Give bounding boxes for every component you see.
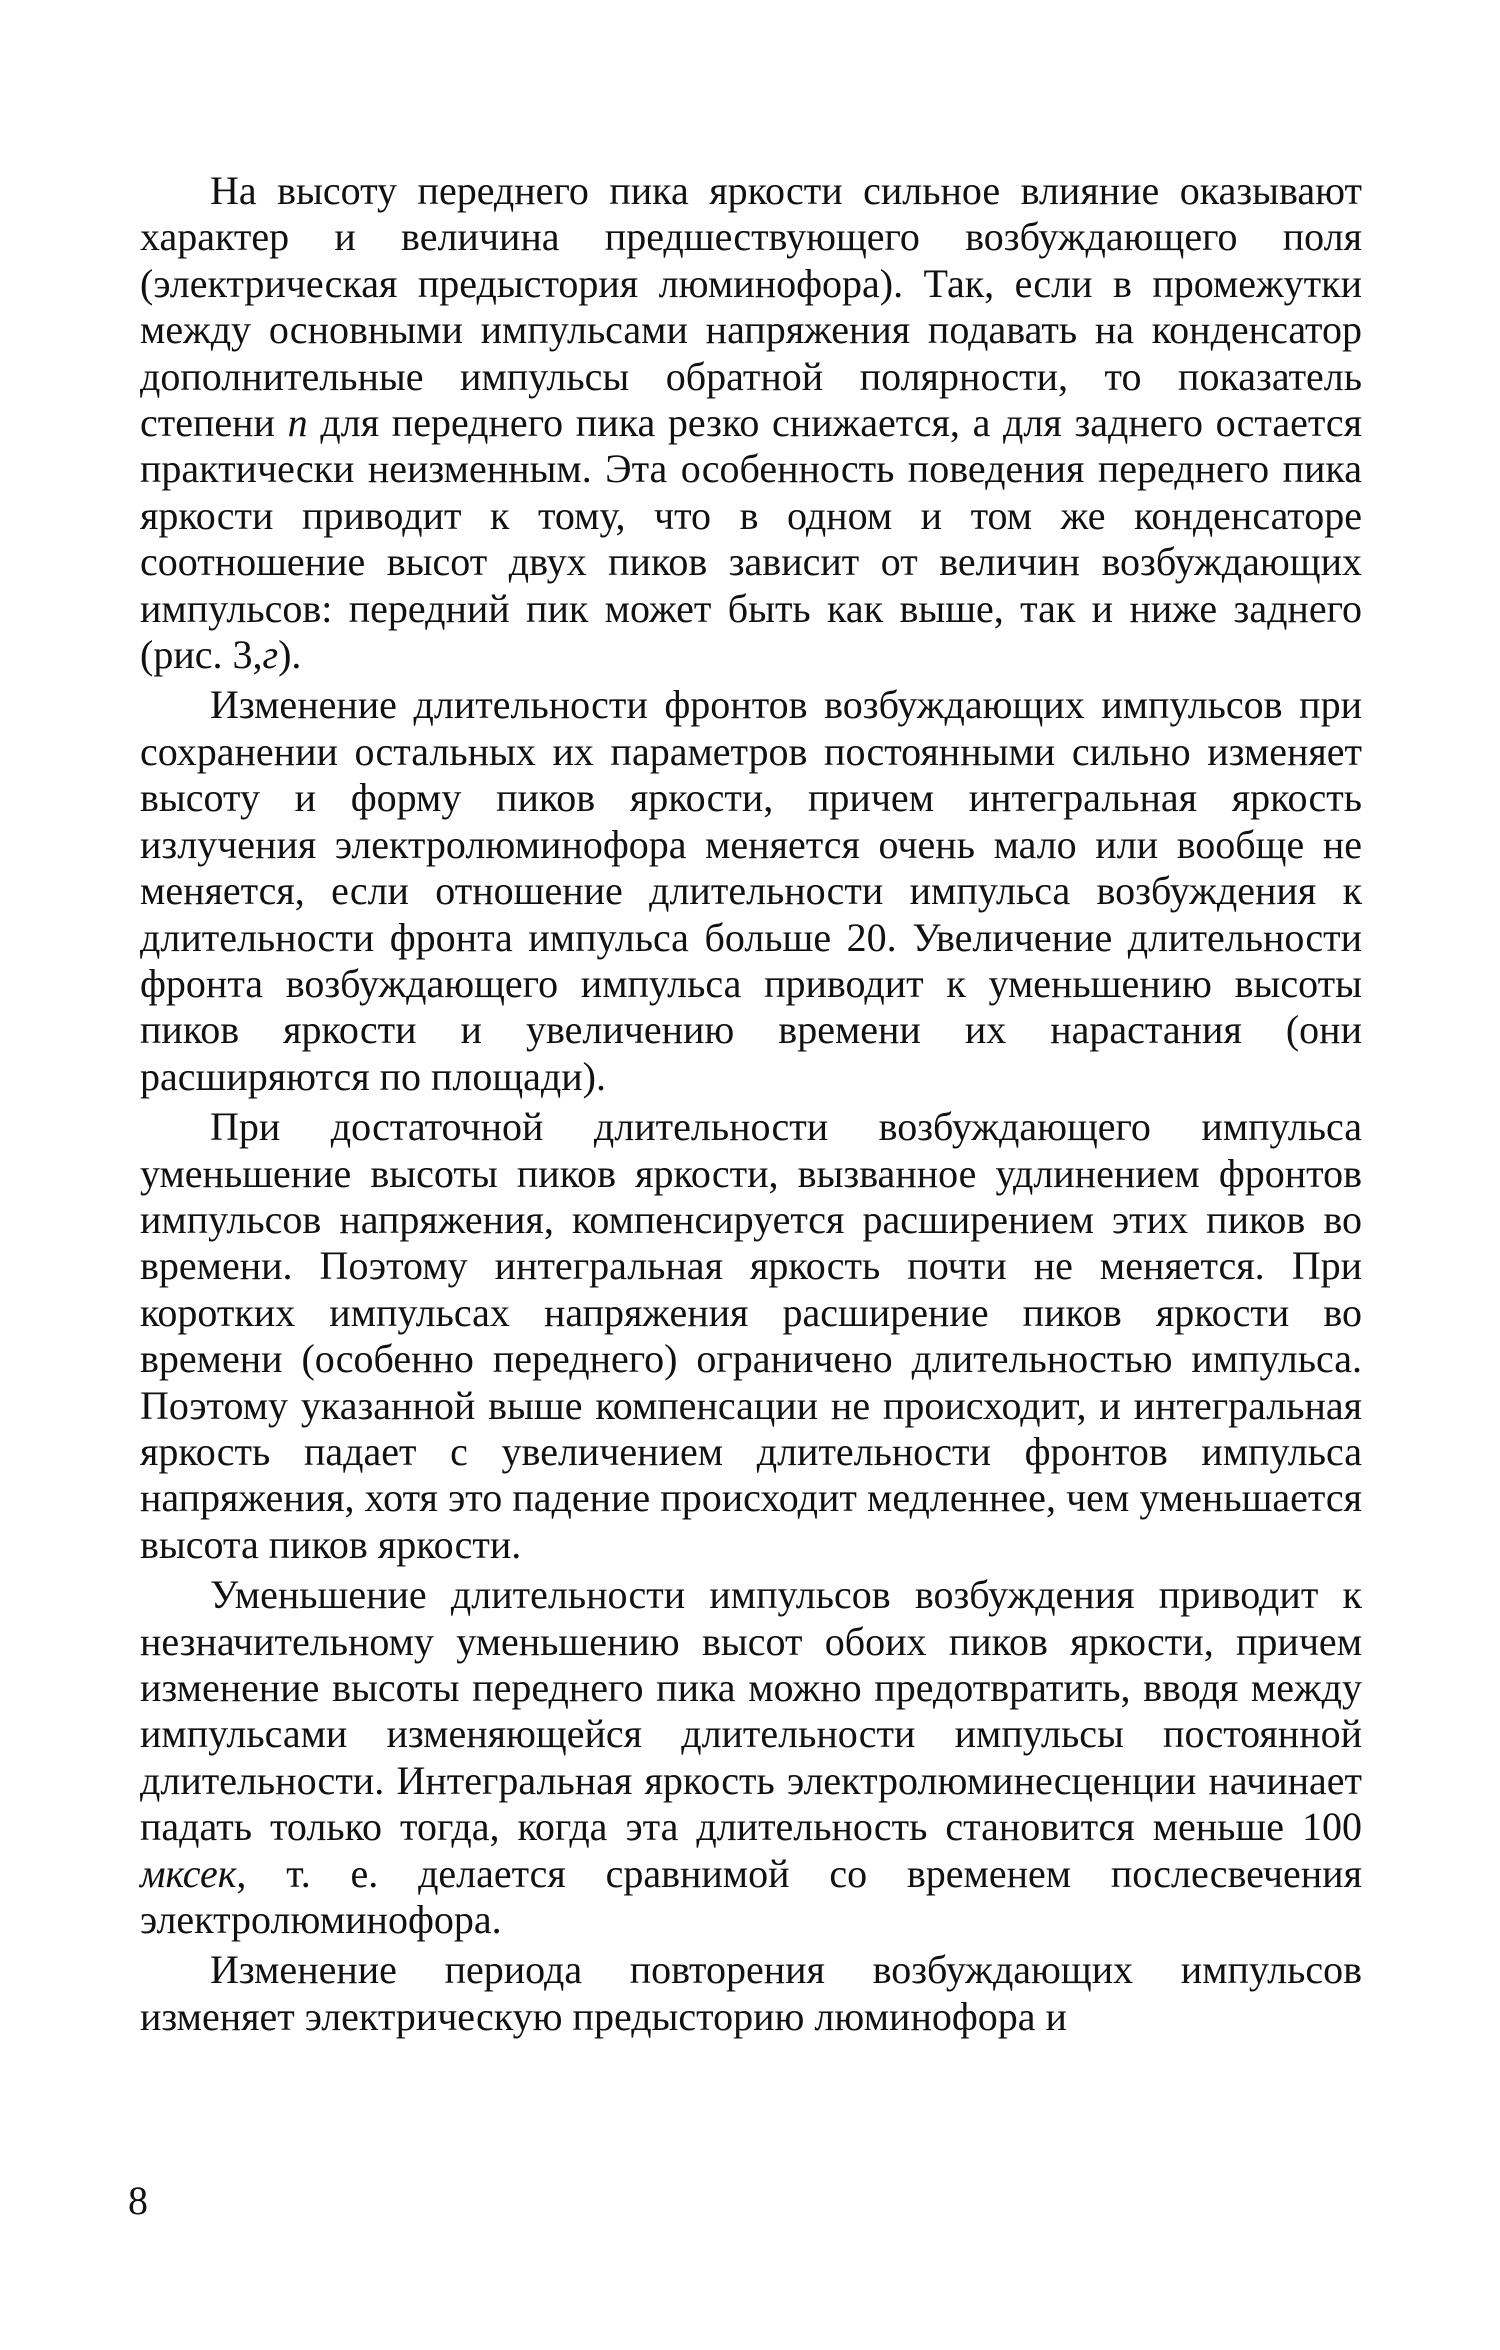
paragraph-2-text: Изменение длительности фронтов возбуждающих импульсов при сохранении остальных их параметров постоянными сильно изменяет высоту и форму пиков яркости, причем интегральная яркость излучения электролюминофора меняется очень мало или вообще не меняется, если отношение длительности импульса возбуждения к длительности фронта импульса больше 20. Увеличение длительности фронта возбуждающего импульса приводит к уменьшению высоты пиков яркости и увеличению времени их нарастания (они расширяются по площади).	[140, 682, 1362, 1099]
paragraph-1-figure-ref: г	[262, 632, 279, 678]
page-number: 8	[128, 2178, 148, 2223]
paragraph-3-text: При достаточной длительности возбуждающего импульса уменьшение высоты пиков яркости, вызванное удлинением фронтов импульсов напряжения, компенсируется расширением этих пиков во времени. Поэтому интегральная яркость почти не меняется. При коротких импульсах напряжения расширение пиков яркости во времени (особенно переднего) ограничено длительностью импульса. Поэтому указанной выше компенсации не происходит, и интегральная яркость падает с увеличением длительности фронтов импульса напряжения, хотя это падение происходит медленнее, чем уменьшается высота пиков яркости.	[140, 1104, 1362, 1567]
paragraph-2	[140, 682, 1362, 1100]
paragraph-1-text: На высоту переднего пика яркости сильное влияние оказывают характер и величина предшествующего возбуждающего поля (электрическая предыстория люминофора). Так, если в промежутки между основными импульсами напряжения подавать на конденсатор дополнительные импульсы обратной полярности, то показатель степени	[140, 168, 1362, 446]
paragraph-5-text: Изменение периода повторения возбуждающих импульсов изменяет электрическую предысторию люминофора и	[140, 1947, 1362, 2039]
paragraph-1	[140, 168, 1362, 678]
paragraph-1-variable: n	[287, 400, 308, 446]
paragraph-4	[140, 1572, 1362, 1943]
paragraph-4-unit: мксек	[140, 1850, 237, 1896]
paragraph-3	[140, 1104, 1362, 1568]
body-text	[140, 168, 1362, 2040]
paragraph-1-text-after: для переднего пика резко снижается, а для заднего остается практически неизменным. Эта особенность поведения переднего пика яркости приводит к тому, что в одном и том же конденсаторе соотношение высот двух пиков зависит от величин возбуждающих импульсов: передний пик может быть как выше, так и ниже заднего (рис. 3,	[140, 400, 1362, 678]
paragraph-5	[140, 1947, 1362, 2040]
paragraph-1-text-end: ).	[278, 632, 302, 678]
paragraph-4-text-after: , т. е. делается сравнимой со временем послесвечения электролюминофора.	[140, 1850, 1362, 1943]
paragraph-4-text: Уменьшение длительности импульсов возбуждения приводит к незначительному уменьшению высот обоих пиков яркости, причем изменение высоты переднего пика можно предотвратить, вводя между импульсами изменяющейся длительности импульсы постоянной длительности. Интегральная яркость электролюминесценции начинает падать только тогда, когда эта длительность становится меньше 100	[140, 1572, 1362, 1850]
